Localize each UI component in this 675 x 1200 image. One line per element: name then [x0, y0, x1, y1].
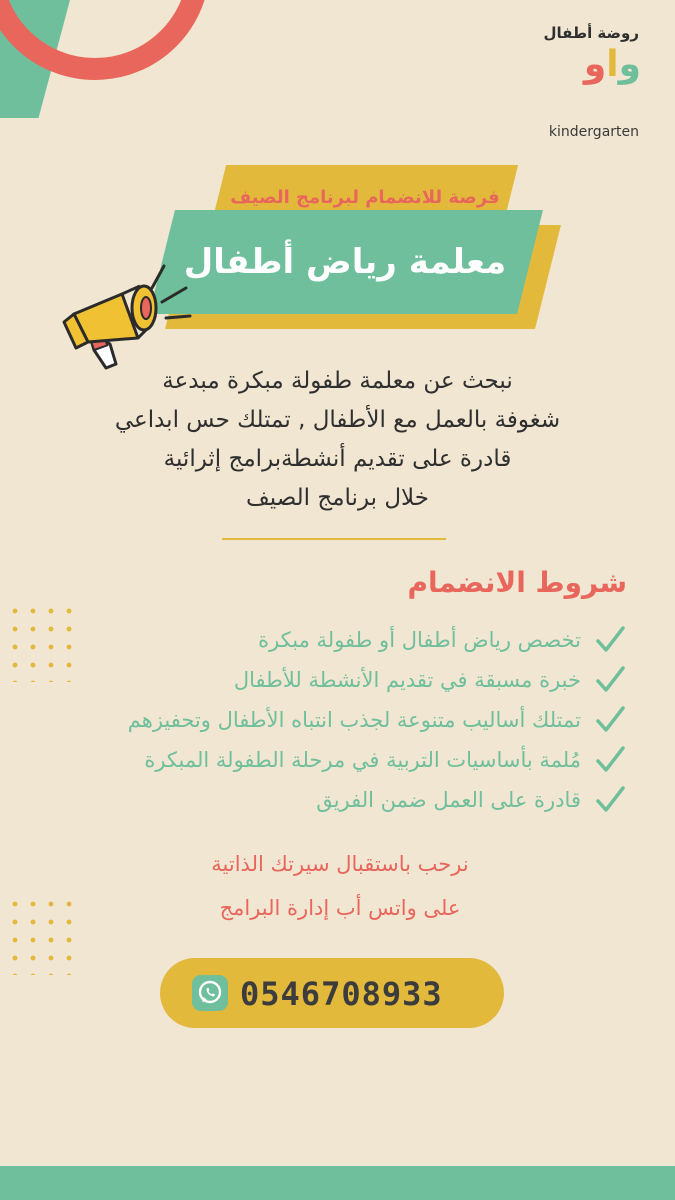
- requirement-item: [67, 780, 627, 820]
- logo-letter: ا: [606, 44, 619, 85]
- requirement-text: تمتلك أساليب متنوعة لجذب انتباه الأطفال وتحفيزهم: [127, 708, 581, 732]
- megaphone-icon: [52, 258, 202, 378]
- cta-line: نرحب باستقبال سيرتك الذاتية: [211, 852, 469, 876]
- requirement-text: مُلمة بأساسيات التربية في مرحلة الطفولة المبكرة: [144, 748, 581, 772]
- logo-wordmark: kindergarten: [548, 124, 639, 140]
- requirement-text: خبرة مسبقة في تقديم الأنشطة للأطفال: [233, 668, 581, 692]
- whatsapp-icon[interactable]: [192, 975, 228, 1011]
- requirement-item: [67, 700, 627, 740]
- opportunity-label: فرصة للانضمام لبرنامج الصيف: [230, 187, 500, 208]
- requirements-list: [67, 620, 627, 820]
- requirement-item: [67, 740, 627, 780]
- description-line: نبحث عن معلمة طفولة مبكرة مبدعة: [162, 368, 513, 394]
- requirement-text: قادرة على العمل ضمن الفريق: [316, 788, 581, 812]
- description-line: شغوفة بالعمل مع الأطفال , تمتلك حس ابداعي: [114, 407, 561, 433]
- logo-letter: و: [618, 44, 641, 85]
- checkmark-icon: [593, 624, 627, 656]
- logo-mark: [551, 44, 641, 85]
- description-line: قادرة على تقديم أنشطةبرامج إثرائية: [163, 446, 512, 472]
- checkmark-icon: [593, 664, 627, 696]
- whatsapp-glyph: [192, 975, 228, 1011]
- checkmark-icon: [593, 704, 627, 736]
- description-line: خلال برنامج الصيف: [245, 485, 430, 511]
- requirements-title: شروط الانضمام: [407, 566, 627, 599]
- checkmark-icon: [593, 784, 627, 816]
- logo-letter: و: [583, 44, 607, 85]
- checkmark-icon: [593, 744, 627, 776]
- job-title: معلمة رياض أطفال: [183, 242, 507, 282]
- requirement-item: [67, 660, 627, 700]
- phone-number[interactable]: 0546708933: [240, 975, 443, 1013]
- divider: [222, 538, 446, 540]
- footer-bar: [0, 1166, 675, 1200]
- requirement-text: تخصص رياض أطفال أو طفولة مبكرة: [258, 628, 581, 652]
- cta-line: على واتس أب إدارة البرامج: [219, 896, 461, 920]
- job-description: [60, 362, 615, 518]
- logo-arabic-name: روضة أطفال: [543, 24, 639, 42]
- decorative-dots: [6, 895, 78, 975]
- requirement-item: [67, 620, 627, 660]
